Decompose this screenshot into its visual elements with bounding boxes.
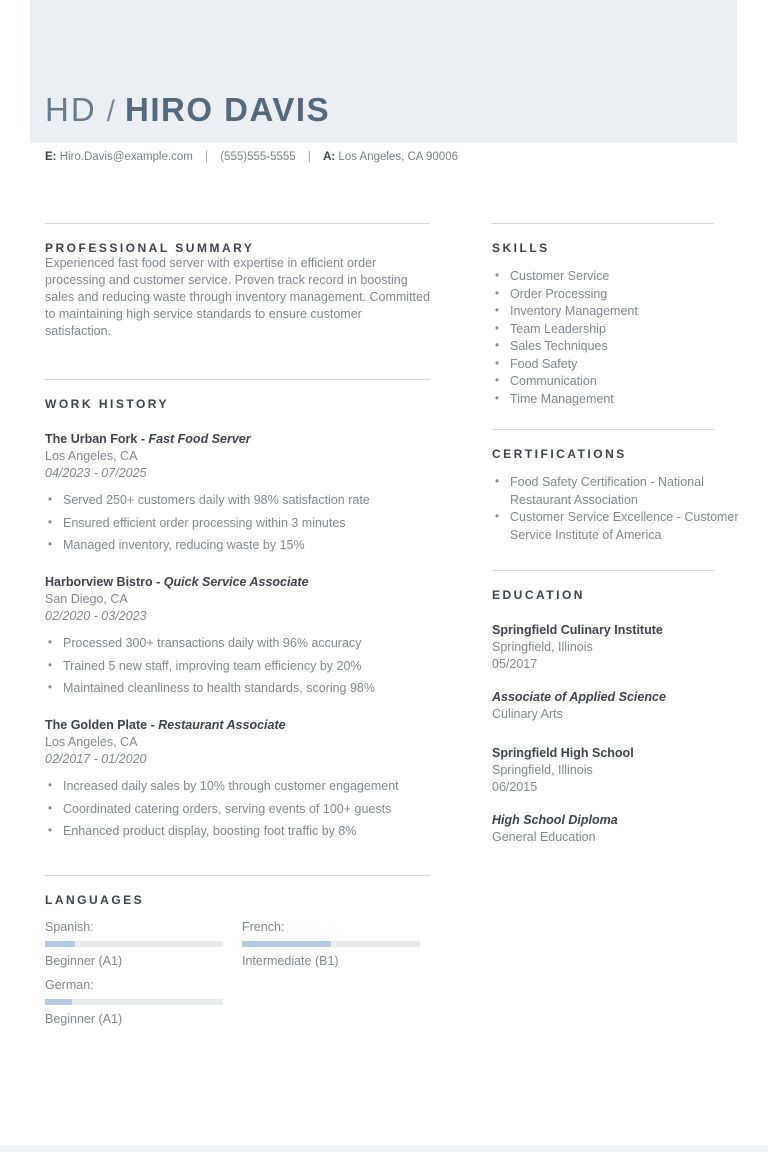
summary-heading: PROFESSIONAL SUMMARY [45, 241, 255, 255]
email-label: E: [45, 151, 57, 163]
skill-item [492, 286, 745, 304]
section-divider [492, 570, 714, 571]
full-name: HIRO DAVIS [125, 91, 331, 128]
job-company: The Urban Fork [45, 432, 138, 446]
section-divider [492, 429, 714, 430]
bullet-icon: • [48, 659, 53, 672]
job-bullet [45, 515, 430, 532]
job-company: The Golden Plate [45, 718, 148, 732]
job-header [45, 574, 430, 591]
left-column [45, 210, 430, 1026]
right-column [492, 210, 745, 1026]
job-bullet [45, 778, 430, 795]
bullet-icon: • [495, 287, 500, 300]
section-divider [45, 875, 430, 876]
job-location: San Diego, CA [45, 592, 128, 606]
education-field: Culinary Arts [492, 707, 563, 721]
language-progress-fill [45, 941, 75, 947]
certifications-heading: CERTIFICATIONS [492, 447, 627, 461]
skill-item [492, 321, 745, 339]
education-school: Springfield Culinary Institute [492, 623, 663, 637]
bullet-icon: • [48, 825, 53, 837]
certification-item [492, 474, 745, 509]
job-bullet [45, 635, 430, 652]
languages-heading: LANGUAGES [45, 893, 145, 907]
skill-item [492, 268, 745, 286]
education-entry [492, 745, 745, 846]
job-bullet-list [45, 635, 430, 697]
job-bullet-text: Increased daily sales by 10% through customer engagement [63, 779, 399, 793]
language-level: Beginner (A1) [45, 954, 123, 968]
education-school: Springfield High School [492, 746, 634, 760]
job-location: Los Angeles, CA [45, 449, 138, 463]
language-progress-track [242, 941, 420, 947]
job-bullet [45, 658, 430, 675]
summary-text: Experienced fast food server with expertise in efficient order processing and customer service. Proven track record in boosting sales and reducing waste through inventory management. Committed to maintaining high service standards to ensure customer satisfaction. [45, 256, 430, 338]
bullet-icon: • [48, 516, 53, 529]
job-bullet-text: Managed inventory, reducing waste by 15% [63, 538, 305, 552]
skills-heading: SKILLS [492, 241, 550, 255]
phone-value: (555)555-5555 [220, 151, 296, 163]
bullet-icon: • [495, 305, 500, 317]
certification-text: Customer Service Excellence - Customer Service Institute of America [510, 510, 739, 542]
bullet-icon: • [495, 340, 500, 352]
education-field: General Education [492, 830, 596, 844]
section-divider [492, 223, 714, 224]
bullet-icon: • [495, 270, 500, 282]
job-bullet-text: Trained 5 new staff, improving team efficiency by 20% [63, 658, 362, 673]
section-divider [45, 223, 430, 224]
skill-text: Time Management [510, 391, 614, 406]
job-separator: - [147, 718, 159, 732]
work-history-heading: WORK HISTORY [45, 397, 170, 411]
education-degree-block [492, 812, 745, 846]
job-title: Restaurant Associate [158, 718, 286, 732]
language-level: Intermediate (B1) [242, 954, 339, 968]
certification-item [492, 509, 745, 544]
job-bullet [45, 823, 430, 840]
job-separator: - [152, 575, 164, 589]
languages-grid [45, 920, 430, 1026]
name-separator: / [106, 95, 116, 128]
contact-divider: | [307, 151, 311, 163]
job-bullet-text: Maintained cleanliness to health standards, scoring 98% [63, 681, 375, 695]
job-entry [45, 431, 430, 554]
language-item [45, 920, 242, 968]
language-item [242, 920, 439, 968]
page-bottom-edge [0, 1145, 768, 1152]
language-item [45, 978, 242, 1026]
skill-text: Communication [510, 374, 597, 388]
section-divider [45, 379, 430, 380]
job-header [45, 717, 430, 734]
job-title: Quick Service Associate [163, 575, 309, 589]
job-entry [45, 717, 430, 840]
job-company: Harborview Bistro [45, 575, 153, 589]
language-progress-track [45, 941, 223, 947]
skill-text: Order Processing [510, 286, 608, 301]
job-entry [45, 574, 430, 697]
language-name: Spanish: [45, 920, 94, 934]
skill-text: Sales Techniques [510, 339, 608, 353]
job-location: Los Angeles, CA [45, 735, 138, 749]
job-dates: 02/2017 - 01/2020 [45, 752, 147, 766]
job-title: Fast Food Server [148, 432, 251, 446]
education-heading: EDUCATION [492, 588, 585, 602]
job-bullet-text: Processed 300+ transactions daily with 96% accuracy [63, 636, 362, 650]
bullet-icon: • [495, 511, 500, 523]
job-bullet [45, 537, 430, 554]
education-entry [492, 622, 745, 723]
job-bullet-text: Enhanced product display, boosting foot traffic by 8% [63, 824, 357, 838]
job-header [45, 431, 430, 448]
certifications-list [492, 474, 745, 544]
bullet-icon: • [495, 322, 500, 335]
name-line [45, 91, 330, 129]
job-bullet-list [45, 492, 430, 554]
job-bullet-text: Coordinated catering orders, serving events of 100+ guests [63, 801, 392, 816]
bullet-icon: • [495, 357, 500, 370]
job-bullet [45, 680, 430, 697]
contact-divider: | [205, 151, 209, 163]
skills-list [492, 268, 745, 408]
job-separator: - [137, 432, 149, 446]
education-location: Springfield, Illinois [492, 640, 593, 654]
skill-item [492, 373, 745, 391]
skill-text: Team Leadership [510, 321, 606, 336]
job-bullet [45, 801, 430, 818]
education-location: Springfield, Illinois [492, 763, 593, 777]
skill-item [492, 356, 745, 374]
job-bullet-text: Ensured efficient order processing within 3 minutes [63, 515, 346, 530]
address-label: A: [323, 151, 336, 163]
bullet-icon: • [48, 682, 53, 694]
job-bullet-list [45, 778, 430, 840]
job-dates: 02/2020 - 03/2023 [45, 609, 147, 623]
education-degree-block [492, 689, 745, 723]
certification-text: Food Safety Certification - National Restaurant Association [510, 475, 704, 507]
skill-item [492, 391, 745, 409]
skill-text: Customer Service [510, 269, 610, 283]
bullet-icon: • [495, 476, 500, 488]
language-progress-fill [45, 999, 72, 1005]
education-date: 05/2017 [492, 657, 538, 671]
language-level: Beginner (A1) [45, 1012, 123, 1026]
job-bullet [45, 492, 430, 509]
address-value: Los Angeles, CA 90006 [338, 151, 458, 163]
skill-item [492, 338, 745, 356]
language-name: German: [45, 978, 94, 992]
education-date: 06/2015 [492, 780, 538, 794]
bullet-icon: • [495, 375, 500, 387]
main-columns [45, 210, 745, 1026]
bullet-icon: • [48, 637, 53, 649]
education-degree: High School Diploma [492, 813, 618, 827]
email-value: Hiro.Davis@example.com [59, 151, 193, 163]
language-progress-track [45, 999, 223, 1005]
education-degree: Associate of Applied Science [492, 690, 666, 704]
bullet-icon: • [495, 392, 500, 405]
bullet-icon: • [48, 802, 53, 815]
language-name: French: [242, 920, 285, 934]
initials: HD [45, 91, 97, 128]
skill-text: Food Safety [510, 356, 578, 371]
header-band [30, 0, 737, 143]
job-dates: 04/2023 - 07/2025 [45, 466, 147, 480]
job-bullet-text: Served 250+ customers daily with 98% satisfaction rate [63, 493, 370, 507]
bullet-icon: • [48, 494, 53, 506]
contact-row [45, 151, 458, 163]
skill-item [492, 303, 745, 321]
bullet-icon: • [48, 539, 53, 551]
bullet-icon: • [48, 780, 53, 792]
language-progress-fill [242, 941, 331, 947]
skill-text: Inventory Management [510, 304, 638, 318]
